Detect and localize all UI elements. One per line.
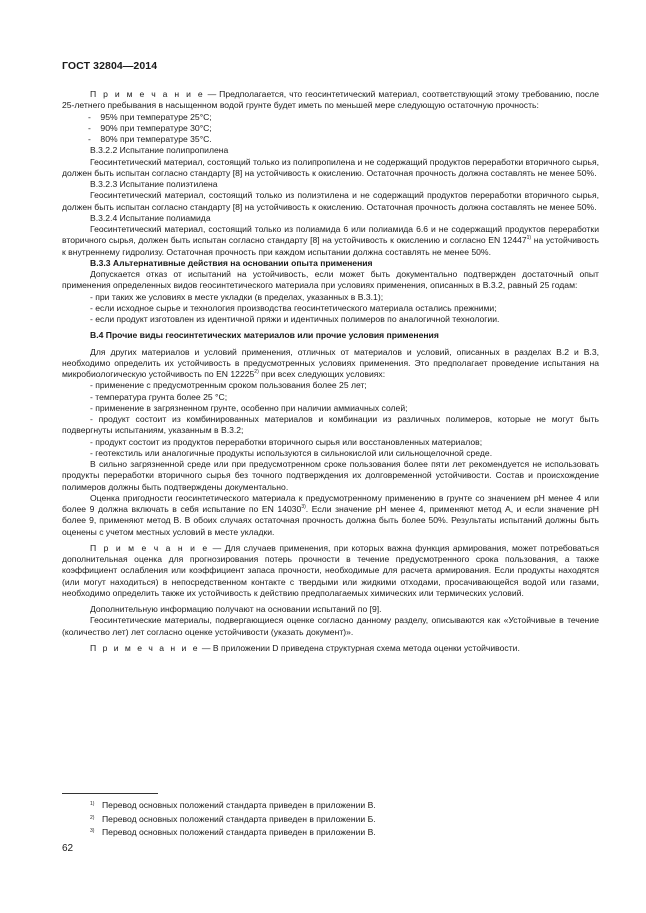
note-label: П р и м е ч а н и е bbox=[90, 642, 200, 653]
note-dash: — bbox=[201, 642, 211, 653]
paragraph: Дополнительную информацию получают на основании испытаний по [9]. bbox=[90, 604, 382, 614]
page-content bbox=[62, 84, 599, 654]
paragraph: Геосинтетический материал, состоящий только из полиэтилена и не содержащий продуктов переработки вторичного сырья, должен быть испытан согласно стандарту [8] на устойчивость к окислению. Остаточная прочность должна составлять не менее 50%. bbox=[62, 190, 599, 212]
paragraph: Оценка пригодности геосинтетического материала к предусмотренному применению в грунте со значением рН менее 4 или более 9 должна включать в себя испытание по EN 14030$^{3)}$. Если значение рН менее 4, применяют метод А, и если значение рН более 9, применяют метод В. В обоих случаях остаточная прочность должна быть более 50%. Результаты испытаний должны быть оценены с учетом местных условий в месте укладки. bbox=[62, 492, 599, 537]
footnote-ref: 1) bbox=[526, 235, 532, 242]
list-item: - применение с предусмотренным сроком пользования более 25 лет; bbox=[90, 380, 367, 391]
list-item: - температура грунта более 25 °С; bbox=[90, 391, 228, 402]
section-heading: В.3.2.4 Испытание полиамида bbox=[90, 212, 211, 223]
note-label: П р и м е ч а н и е bbox=[90, 542, 210, 553]
list-item: - продукт состоит из продуктов переработки вторичного сырья или восстановленных материалов; bbox=[90, 436, 483, 447]
paragraph: Допускается отказ от испытаний на устойчивость, если может быть документально подтвержден достаточный опыт применения определенных видов геосинтетического материала при условиях применения, описанных в В.3.2, равный 25 годам: bbox=[62, 269, 599, 291]
paragraph: Геосинтетические материалы, подвергающиеся оценке согласно данному разделу, описываются как «Устойчивые в течение (количество лет) лет согласно оценке устойчивости (указать документ)». bbox=[62, 615, 599, 637]
footnote-ref: 2) bbox=[254, 369, 259, 375]
note-3 bbox=[62, 643, 599, 654]
list-item: - продукт состоит из комбинированных материалов и комбинации из различных полимеров, которые не могут быть подвергнуты испытаниям, указанным в В.3.2; bbox=[62, 414, 599, 436]
paragraph: Для других материалов и условий применения, отличных от материалов и условий, описанных в разделах В.2 и В.3, необходимо определить их устойчивость в предусмотренных условиях применения. Это предполагает проведение испытания на микробиологическую устойчивость по EN 12225$^{2)}$ при всех следующих условиях: bbox=[62, 346, 599, 379]
note-dash: — bbox=[207, 89, 217, 99]
footnote: 1) Перевод основных положений стандарта приведен в приложении В. bbox=[90, 800, 376, 810]
footnote-ref: 3) bbox=[301, 504, 306, 510]
note-2 bbox=[62, 543, 599, 599]
note-dash: — bbox=[212, 542, 222, 553]
page-number: 62 bbox=[62, 843, 74, 854]
note-text: Для случаев применения, при которых важна функция армирования, может потребоваться дополнительная оценка для прогнозирования потерь прочности в течение предусмотренного срока пользования, а также коэффициент ослабления или коэффициент запаса прочности, необходимые для расчета армирования. Если продукты находятся (или могут находиться) в непосредственном контакте с твердыми или жидкими отходами, просачивающейся водой или газами, необходимо определить также их устойчивость к действию предполагаемых химических или термических условий. bbox=[62, 542, 600, 598]
list-item: - при таких же условиях в месте укладки (в пределах, указанных в В.3.1); bbox=[90, 291, 384, 302]
paragraph: Геосинтетический материал, состоящий только из полиамида 6 или полиамида 6.6 и не содержащий продуктов переработки вторичного сырья, должен быть испытан согласно стандарту [8] на устойчивость к окислению и согласно EN 12447$^{1)}$ на устойчивость к внутреннему гидролизу. Остаточная прочность при каждом испытании должна составлять не менее 50%. bbox=[62, 224, 599, 257]
list-item: - 95% при температуре 25°С; bbox=[88, 111, 212, 122]
list-item: - 80% при температуре 35°С. bbox=[88, 134, 212, 144]
paragraph: В сильно загрязненной среде или при предусмотренном сроке пользования более пяти лет рекомендуется не использовать продукты переработки вторичного сырья без точного подтверждения их долговременной устойчивости. Состав и происхождение полимеров должны быть подтверждены документально. bbox=[62, 459, 599, 492]
note-text: В приложении D приведена структурная схема метода оценки устойчивости. bbox=[212, 642, 520, 653]
paragraph: Геосинтетический материал, состоящий только из полипропилена и не содержащий продуктов переработки вторичного сырья, должен быть испытан согласно стандарту [8] на устойчивость к окислению. Остаточная прочность должна составлять не менее 50%. bbox=[62, 156, 599, 178]
footnote: 3) Перевод основных положений стандарта приведен в приложении В. bbox=[90, 827, 376, 838]
list-item: - если исходное сырье и технология производства геосинтетического материала остались прежними; bbox=[90, 302, 497, 313]
note-1 bbox=[62, 89, 599, 112]
footnote-divider bbox=[62, 793, 158, 794]
section-heading: В.3.2.2 Испытание полипропилена bbox=[90, 145, 229, 156]
note-text: Предполагается, что геосинтетический материал, соответствующий этому требованию, после 25-летнего пребывания в насыщенном водой грунте будет иметь по меньшей мере следующую остаточную прочность: bbox=[62, 89, 600, 111]
section-heading: В.3.2.3 Испытание полиэтилена bbox=[90, 179, 218, 189]
list-item: - 90% при температуре 30°С; bbox=[88, 122, 212, 133]
footnote: 2) Перевод основных положений стандарта приведен в приложении Б. bbox=[90, 813, 376, 824]
section-heading: В.4 Прочие виды геосинтетических материалов или прочие условия применения bbox=[90, 330, 439, 341]
list-item: - если продукт изготовлен из идентичной пряжи и идентичных полимеров по аналогичной технологии. bbox=[90, 314, 500, 324]
footnotes bbox=[90, 798, 376, 839]
list-item: - применение в загрязненном грунте, особенно при наличии аммиачных солей; bbox=[90, 402, 408, 413]
list-item: - геотекстиль или аналогичные продукты используются в сильнокислой или сильнощелочной среде. bbox=[90, 447, 493, 458]
section-heading: В.3.3 Альтернативные действия на основании опыта применения bbox=[90, 257, 373, 268]
standard-header: ГОСТ 32804—2014 bbox=[62, 60, 158, 72]
note-label: П р и м е ч а н и е bbox=[90, 89, 205, 99]
